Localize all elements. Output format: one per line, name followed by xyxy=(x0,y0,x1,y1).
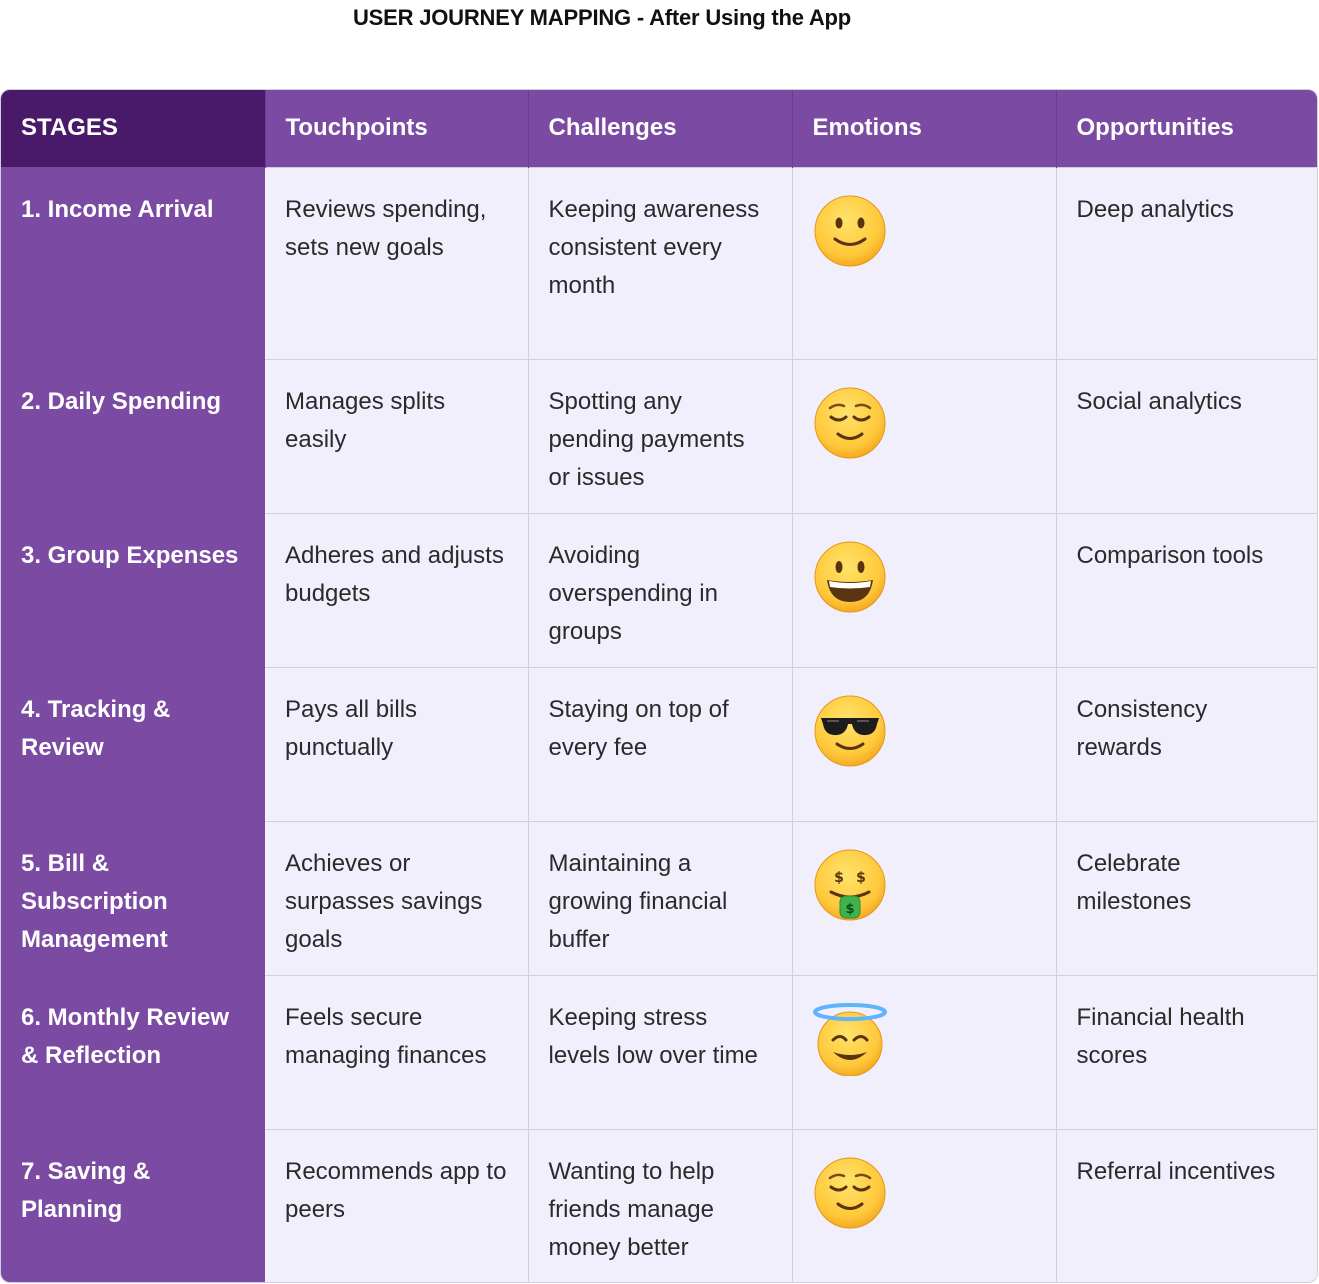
stage-cell: 4. Tracking & Review xyxy=(1,667,265,821)
opportunity-cell: Referral incentives xyxy=(1056,1129,1318,1283)
table-row xyxy=(1,975,1318,1129)
header-stages: STAGES xyxy=(1,90,265,167)
opportunity-cell: Social analytics xyxy=(1056,359,1318,513)
opportunity-cell: Comparison tools xyxy=(1056,513,1318,667)
table-row xyxy=(1,821,1318,975)
stage-cell: 2. Daily Spending xyxy=(1,359,265,513)
table-row xyxy=(1,359,1318,513)
touchpoint-cell: Pays all bills punctually xyxy=(265,667,528,821)
grinning-face-icon xyxy=(813,540,887,614)
opportunity-cell: Financial health scores xyxy=(1056,975,1318,1129)
stage-cell: 6. Monthly Review & Reflection xyxy=(1,975,265,1129)
header-touchpoints: Touchpoints xyxy=(265,90,528,167)
table-row xyxy=(1,513,1318,667)
slightly-smiling-face-icon xyxy=(813,194,887,268)
smiling-face-with-sunglasses-icon xyxy=(813,694,887,768)
svg-text:$: $ xyxy=(855,869,866,886)
touchpoint-cell: Achieves or surpasses savings goals xyxy=(265,821,528,975)
journey-table xyxy=(0,89,1318,1283)
emotion-cell xyxy=(792,167,1056,359)
emotion-cell xyxy=(792,975,1056,1129)
challenge-cell: Keeping stress levels low over time xyxy=(528,975,792,1129)
table-row xyxy=(1,667,1318,821)
relieved-face-icon xyxy=(813,1156,887,1230)
relieved-face-icon xyxy=(813,386,887,460)
challenge-cell: Staying on top of every fee xyxy=(528,667,792,821)
opportunity-cell: Celebrate milestones xyxy=(1056,821,1318,975)
svg-text:$: $ xyxy=(844,901,855,917)
challenge-cell: Maintaining a growing financial buffer xyxy=(528,821,792,975)
challenge-cell: Spotting any pending payments or issues xyxy=(528,359,792,513)
header-opportunities: Opportunities xyxy=(1056,90,1318,167)
svg-text:$: $ xyxy=(833,869,844,886)
emotion-cell xyxy=(792,513,1056,667)
table-row xyxy=(1,1129,1318,1283)
stage-cell: 5. Bill & Subscription Management xyxy=(1,821,265,975)
challenge-cell: Keeping awareness consistent every month xyxy=(528,167,792,359)
touchpoint-cell: Adheres and adjusts budgets xyxy=(265,513,528,667)
emotion-cell xyxy=(792,359,1056,513)
emotion-cell xyxy=(792,667,1056,821)
money-mouth-face-icon xyxy=(813,848,887,922)
smiling-face-with-halo-icon xyxy=(813,1002,887,1076)
header-emotions: Emotions xyxy=(792,90,1056,167)
opportunity-cell: Deep analytics xyxy=(1056,167,1318,359)
touchpoint-cell: Manages splits easily xyxy=(265,359,528,513)
touchpoint-cell: Feels secure managing finances xyxy=(265,975,528,1129)
challenge-cell: Avoiding overspending in groups xyxy=(528,513,792,667)
challenge-cell: Wanting to help friends manage money better xyxy=(528,1129,792,1283)
stage-cell: 1. Income Arrival xyxy=(1,167,265,359)
touchpoint-cell: Recommends app to peers xyxy=(265,1129,528,1283)
emotion-cell xyxy=(792,821,1056,975)
table-row xyxy=(1,167,1318,359)
header-row xyxy=(1,90,1318,167)
header-challenges: Challenges xyxy=(528,90,792,167)
opportunity-cell: Consistency rewards xyxy=(1056,667,1318,821)
page-title: USER JOURNEY MAPPING - After Using the App xyxy=(352,5,852,30)
touchpoint-cell: Reviews spending, sets new goals xyxy=(265,167,528,359)
stage-cell: 7. Saving & Planning xyxy=(1,1129,265,1283)
stage-cell: 3. Group Expenses xyxy=(1,513,265,667)
emotion-cell xyxy=(792,1129,1056,1283)
